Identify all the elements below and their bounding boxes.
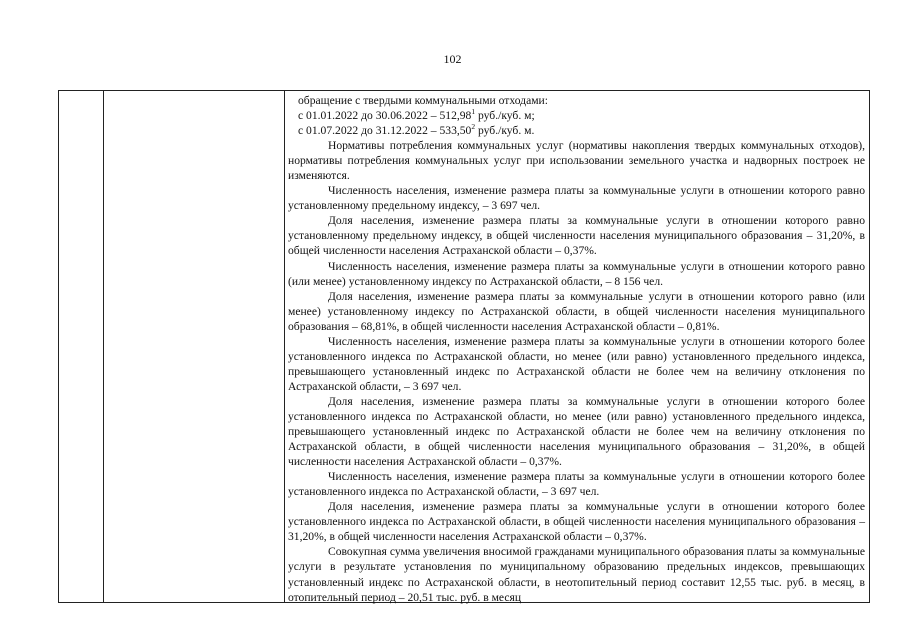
- paragraph-normatives: Нормативы потребления коммунальных услуг (нормативы накопления твердых коммунальных отходов), нормативы потребления коммунальных услуг при использовании земельного участка и надворных построек не изменяются.: [288, 139, 865, 183]
- tariff-period-2-text: с 01.07.2022 до 31.12.2022 – 533,50: [298, 124, 472, 138]
- tariff-period-2: [288, 123, 865, 138]
- paragraph-share-regional-index: Доля населения, изменение размера платы за коммунальные услуги в отношении которого равно (или менее) установленному индексу по Астраханской области, в общей численности населения муниципального образования – 68,81%, в общей численности населения Астраханской области – 0,81%.: [288, 289, 865, 333]
- paragraph-share-above-index: Доля населения, изменение размера платы за коммунальные услуги в отношении которого более установленного индекса по Астраханской области, в общей численности населения муниципального образования – 31,20%, в общей численности населения Астраханской области – 0,37%.: [288, 500, 865, 544]
- paragraph-share-deviation: Доля населения, изменение размера платы за коммунальные услуги в отношении которого более установленного индекса по Астраханской области, но менее (или равно) установленного предельного индекса, превышающего установленный индекс по Астраханской области не более чем на величину отклонения по Астраханской области, в общей численности населения муниципального образования – 31,20%, в общей численности населения Астраханской области – 0,37%.: [288, 394, 865, 469]
- tariff-period-1-text: с 01.01.2022 до 30.06.2022 – 512,98: [298, 109, 472, 123]
- table-column-divider: [103, 91, 104, 602]
- tariff-period-1: [288, 108, 865, 123]
- paragraph-share-limit-index: Доля населения, изменение размера платы за коммунальные услуги в отношении которого равно установленному предельному индексу, в общей численности населения муниципального образования – 31,20%, в общей численности населения Астраханской области – 0,37%.: [288, 214, 865, 258]
- paragraph-population-limit-index: Численность населения, изменение размера платы за коммунальные услуги в отношении которого равно установленному предельному индексу, – 3 697 чел.: [288, 184, 865, 213]
- paragraph-total-increase: Совокупная сумма увеличения вносимой гражданами муниципального образования платы за коммунальные услуги в результате установления по муниципальному образованию предельных индексов, превышающих установленный индекс по Астраханской области, в неотопительный период составит 12,55 тыс. руб. в месяц, в отопительный период – 20,51 тыс. руб. в месяц: [288, 545, 865, 604]
- tariff-intro: обращение с твердыми коммунальными отходами:: [298, 94, 548, 107]
- table-column-divider: [284, 91, 285, 602]
- paragraph-population-regional-index: Численность населения, изменение размера платы за коммунальные услуги в отношении которого равно (или менее) установленному индексу по Астраханской области, – 8 156 чел.: [288, 259, 865, 288]
- document-table: [58, 90, 870, 603]
- paragraph-population-above-index: Численность населения, изменение размера платы за коммунальные услуги в отношении которого более установленного индекса по Астраханской области, – 3 697 чел.: [288, 470, 865, 499]
- footnote-marker: 1: [471, 107, 476, 117]
- tariff-period-2-unit: руб./куб. м.: [475, 124, 535, 138]
- page-number: 102: [443, 52, 462, 66]
- tariff-period-1-unit: руб./куб. м;: [475, 109, 535, 123]
- footnote-marker: 2: [471, 122, 476, 132]
- table-cell-text: [288, 93, 865, 605]
- paragraph-population-deviation: Численность населения, изменение размера платы за коммунальные услуги в отношении которого более установленного индекса по Астраханской области, но менее (или равно) установленного предельного индекса, превышающего установленный индекс по Астраханской области не более чем на величину отклонения по Астраханской области, – 3 697 чел.: [288, 334, 865, 393]
